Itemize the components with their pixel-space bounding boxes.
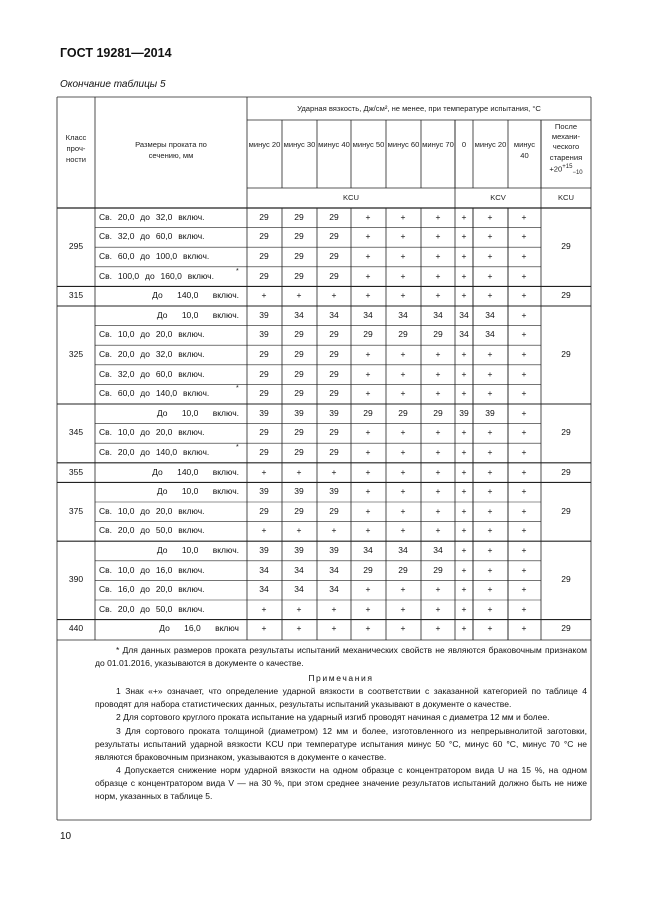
impact-value: + [365, 427, 371, 438]
impact-value: + [365, 603, 371, 614]
footnote: * Для данных размеров проката результаты испытаний механических свойств не являются браковочным признаком до 01.01.2016, указываются в документе о качестве. [95, 645, 587, 669]
impact-value: + [461, 505, 467, 516]
impact-value: + [400, 486, 406, 497]
impact-value: + [521, 211, 527, 222]
impact-value: + [435, 211, 441, 222]
impact-value: + [400, 525, 406, 536]
strength-class: 390 [68, 574, 84, 585]
impact-value: + [461, 525, 467, 536]
impact-value: + [331, 623, 337, 634]
impact-value: 29 [294, 251, 304, 261]
impact-value: + [461, 211, 467, 222]
impact-value: + [296, 623, 302, 634]
impact-value: 39 [459, 407, 469, 418]
impact-value: 34 [259, 564, 269, 575]
impact-value: + [461, 584, 467, 595]
impact-value: 34 [294, 564, 304, 575]
impact-value: 29 [259, 251, 269, 261]
column-header-impact: Ударная вязкость, Дж/см², не менее, при температуре испытания, °С [297, 104, 541, 113]
impact-value: + [261, 466, 267, 477]
impact-value: + [365, 368, 371, 379]
impact-value: + [461, 231, 467, 242]
impact-value: + [365, 505, 371, 516]
impact-value: + [461, 388, 467, 399]
size-range: До 10,0 включ. [156, 407, 239, 418]
impact-value: + [296, 466, 302, 477]
temperature-header: минус 70 [422, 140, 454, 149]
impact-value: + [521, 564, 527, 575]
impact-value: + [400, 290, 406, 301]
impact-value: + [487, 486, 493, 497]
impact-value: 29 [294, 368, 304, 379]
impact-value: + [261, 525, 267, 536]
impact-value: + [521, 545, 527, 555]
size-range: Св. 100,0 до 160,0 включ. [99, 270, 214, 281]
impact-value: + [365, 447, 371, 457]
impact-value: 29 [329, 368, 339, 379]
impact-value: + [521, 447, 527, 457]
impact-value: + [487, 290, 493, 301]
aging-value: 29 [561, 349, 571, 359]
impact-value: 34 [485, 309, 495, 320]
impact-value: 34 [294, 309, 304, 320]
table-notes [95, 644, 587, 803]
impact-value: 29 [259, 368, 269, 379]
strength-class: 315 [68, 290, 84, 301]
impact-value: 29 [259, 349, 269, 359]
impact-value: + [365, 211, 371, 222]
impact-value: + [261, 623, 267, 634]
impact-value: + [435, 368, 441, 379]
temperature-header: минус 30 [283, 140, 316, 149]
note-3: 3 Для сортового проката толщиной (диаметром) 12 мм и более, изготовленного из непрерывнолитой заготовки, результаты испытаний ударной вязкости KCU при температуре испытания минус 50 °С, минус 60 °С, минус 70 °С не являются браковочным признаком, указываются в документе о качестве. [95, 725, 587, 762]
impact-value: + [400, 603, 406, 614]
impact-value: + [365, 349, 371, 359]
size-range: Св. 20,0 до 140,0 включ. [99, 447, 210, 457]
impact-value: + [400, 505, 406, 516]
column-header-size: Размеры проката по сечению, мм [135, 140, 207, 160]
note-4: 4 Допускается снижение норм ударной вязкости на одном образце с концентратором вида U на 15 %, на одном образце с концентратором вида V — на 30 %, при этом среднее значение результатов испытаний должно быть не ниже норм, указанных в таблице 5. [95, 764, 587, 802]
impact-value: 29 [329, 231, 339, 242]
temperature-header: минус 60 [387, 140, 420, 149]
impact-value: 29 [294, 231, 304, 242]
specimen-type-kcu: KCU [342, 193, 360, 202]
impact-value: + [521, 349, 527, 359]
impact-value: + [461, 270, 467, 281]
impact-value: + [400, 270, 406, 281]
impact-value: 29 [294, 270, 304, 281]
impact-value: + [487, 603, 493, 614]
impact-value: + [487, 623, 493, 634]
strength-class: 355 [68, 466, 84, 477]
impact-value: 29 [329, 211, 339, 222]
impact-value: + [365, 270, 371, 281]
note-2: 2 Для сортового круглого проката испытание на ударный изгиб проводят начиная с диаметра 12 мм и более. [116, 712, 550, 723]
impact-value: + [461, 251, 467, 261]
impact-value: 39 [259, 486, 269, 497]
strength-class: 375 [68, 505, 84, 516]
impact-value: + [435, 270, 441, 281]
impact-value: + [331, 525, 337, 536]
impact-value: + [400, 368, 406, 379]
impact-value: 29 [294, 447, 304, 457]
impact-value: + [435, 427, 441, 438]
impact-value: 29 [329, 270, 339, 281]
impact-value: + [461, 486, 467, 497]
impact-value: + [487, 545, 493, 555]
impact-value: + [487, 368, 493, 379]
impact-value: 29 [398, 564, 408, 575]
table-continuation-caption: Окончание таблицы 5 [60, 79, 166, 90]
impact-value: 34 [329, 309, 339, 320]
impact-value: 34 [398, 545, 408, 555]
impact-value: 34 [459, 309, 469, 320]
impact-value: 39 [329, 407, 339, 418]
impact-value: 29 [259, 270, 269, 281]
aging-value: 29 [561, 427, 571, 438]
impact-value: 29 [259, 388, 269, 399]
impact-value: + [400, 584, 406, 595]
aging-tol-minus: −10 [572, 169, 583, 176]
impact-value: + [400, 231, 406, 242]
temperature-header: минус 20 [248, 140, 281, 149]
impact-value: + [487, 525, 493, 536]
impact-value: 29 [433, 407, 443, 418]
impact-value: + [487, 427, 493, 438]
impact-value: 39 [329, 545, 339, 555]
impact-value: + [400, 211, 406, 222]
size-range: Св. 60,0 до 140,0 включ. [99, 388, 210, 399]
size-range: До 140,0 включ. [152, 290, 239, 301]
specimen-type-kcv: KCV [490, 193, 506, 202]
impact-value: + [400, 447, 406, 457]
size-range: Св. 16,0 до 20,0 включ. [99, 584, 205, 595]
impact-value: + [435, 447, 441, 457]
impact-value: + [365, 290, 371, 301]
size-range: До 10,0 включ. [156, 545, 239, 555]
impact-value: 39 [485, 407, 495, 418]
impact-value: + [521, 329, 527, 340]
size-range: Св. 10,0 до 20,0 включ. [99, 505, 205, 516]
impact-value: 29 [433, 329, 443, 340]
document-code: ГОСТ 19281—2014 [60, 46, 172, 60]
impact-value: + [521, 407, 527, 418]
size-range: До 10,0 включ. [156, 309, 239, 320]
note-1: 1 Знак «+» означает, что определение ударной вязкости в соответствии с заказанной категорией по таблице 4 проводят для набора статистических данных, результаты испытаний указывают в документе о качестве. [95, 686, 587, 710]
impact-value: 29 [294, 388, 304, 399]
impact-value: + [461, 368, 467, 379]
impact-value: + [365, 251, 371, 261]
impact-value: + [487, 388, 493, 399]
size-range: Св. 20,0 до 50,0 включ. [99, 603, 205, 614]
temperature-header: минус 50 [352, 140, 385, 149]
strength-class: 345 [68, 427, 84, 438]
impact-value: 39 [294, 407, 304, 418]
column-header-aging [543, 122, 589, 177]
impact-value: + [487, 564, 493, 575]
impact-value: + [400, 388, 406, 399]
impact-value: 29 [259, 231, 269, 242]
impact-value: + [435, 349, 441, 359]
size-range: Св. 20,0 до 32,0 включ. [99, 349, 205, 359]
size-range: Св. 32,0 до 60,0 включ. [99, 368, 205, 379]
impact-value: 39 [259, 407, 269, 418]
impact-value: 29 [329, 427, 339, 438]
impact-value: 29 [363, 407, 373, 418]
impact-value: + [461, 466, 467, 477]
impact-value: + [435, 505, 441, 516]
impact-value: + [400, 466, 406, 477]
size-range: До 10,0 включ. [156, 486, 239, 497]
impact-value: 34 [259, 584, 269, 595]
footnote-mark: * [236, 267, 239, 275]
impact-value: + [365, 525, 371, 536]
impact-value: + [435, 525, 441, 536]
impact-value: + [461, 564, 467, 575]
impact-value: + [261, 290, 267, 301]
size-range: До 16,0 включ [159, 623, 239, 634]
impact-value: + [461, 447, 467, 457]
impact-value: + [521, 270, 527, 281]
impact-value: 29 [329, 505, 339, 516]
impact-value: + [521, 623, 527, 634]
impact-value: 29 [294, 329, 304, 340]
impact-value: + [521, 309, 527, 320]
strength-class: 325 [68, 349, 84, 359]
impact-value: 34 [433, 309, 443, 320]
impact-value: + [521, 466, 527, 477]
size-range: Св. 32,0 до 60,0 включ. [99, 231, 205, 242]
impact-value: + [365, 466, 371, 477]
impact-value: + [487, 349, 493, 359]
impact-value: + [521, 251, 527, 261]
impact-value: 39 [259, 309, 269, 320]
impact-value: + [435, 466, 441, 477]
impact-value: + [487, 251, 493, 261]
impact-value: + [296, 603, 302, 614]
impact-value: + [296, 290, 302, 301]
impact-value: 29 [329, 388, 339, 399]
impact-value: + [487, 584, 493, 595]
impact-value: + [365, 486, 371, 497]
size-range: Св. 10,0 до 16,0 включ. [99, 564, 205, 575]
temperature-header: минус 20 [474, 140, 507, 149]
impact-value: + [521, 505, 527, 516]
impact-value: + [521, 525, 527, 536]
impact-value: + [331, 466, 337, 477]
impact-value: + [435, 623, 441, 634]
aging-value: 29 [561, 623, 571, 634]
impact-value: + [461, 545, 467, 555]
impact-value: + [400, 427, 406, 438]
impact-value: 29 [398, 329, 408, 340]
temperature-header: минус 40 [513, 140, 536, 160]
impact-value: 34 [294, 584, 304, 595]
impact-value: + [461, 603, 467, 614]
notes-title: Примечания [308, 673, 374, 684]
impact-value: + [487, 466, 493, 477]
impact-value: 29 [398, 407, 408, 418]
impact-value: + [400, 623, 406, 634]
impact-value: + [365, 231, 371, 242]
impact-value: + [461, 623, 467, 634]
impact-value: + [365, 584, 371, 595]
temperature-header: 0 [461, 140, 467, 149]
impact-value: + [435, 486, 441, 497]
impact-value: 29 [294, 427, 304, 438]
aging-text: После механи-ческого старения +20 [549, 122, 583, 174]
impact-value: 29 [259, 447, 269, 457]
impact-value: + [487, 505, 493, 516]
strength-class: 295 [68, 241, 84, 252]
impact-value: 29 [294, 349, 304, 359]
impact-value: 34 [398, 309, 408, 320]
impact-value: 34 [329, 584, 339, 595]
impact-value: 29 [259, 427, 269, 438]
size-range: До 140,0 включ. [152, 466, 239, 477]
impact-value: + [487, 447, 493, 457]
impact-value: 29 [294, 505, 304, 516]
impact-value: + [400, 349, 406, 359]
aging-value: 29 [561, 241, 571, 252]
impact-value: 29 [329, 251, 339, 261]
impact-value: + [296, 525, 302, 536]
size-range: Св. 20,0 до 50,0 включ. [99, 525, 205, 536]
impact-value: + [435, 251, 441, 261]
impact-value: + [365, 623, 371, 634]
aging-tol-plus: +15 [562, 163, 573, 170]
impact-value: 39 [259, 329, 269, 340]
impact-value: + [521, 427, 527, 438]
impact-value: 39 [294, 545, 304, 555]
impact-value: + [521, 388, 527, 399]
impact-value: + [461, 349, 467, 359]
footnote-mark: * [236, 385, 239, 393]
impact-value: 34 [485, 329, 495, 340]
impact-value: 29 [294, 211, 304, 222]
impact-value: + [331, 290, 337, 301]
size-range: Св. 60,0 до 100,0 включ. [99, 251, 210, 261]
impact-value: 39 [259, 545, 269, 555]
impact-value: + [461, 427, 467, 438]
temperature-header: минус 40 [318, 140, 350, 149]
impact-value: 29 [433, 564, 443, 575]
impact-value: 34 [433, 545, 443, 555]
impact-value: 34 [363, 309, 373, 320]
impact-value: 29 [329, 329, 339, 340]
impact-value: + [400, 251, 406, 261]
specimen-type-kcu: KCU [557, 193, 575, 202]
impact-value: 29 [363, 329, 373, 340]
impact-value: + [521, 231, 527, 242]
impact-value: + [521, 603, 527, 614]
impact-value: 29 [329, 349, 339, 359]
size-range: Св. 10,0 до 20,0 включ. [99, 329, 205, 340]
impact-value: + [521, 584, 527, 595]
impact-value: + [435, 290, 441, 301]
impact-value: + [435, 231, 441, 242]
size-range: Св. 20,0 до 32,0 включ. [99, 211, 205, 222]
aging-value: 29 [561, 290, 571, 301]
impact-value: 34 [329, 564, 339, 575]
impact-value: 39 [329, 486, 339, 497]
column-header-class: Класс проч-ности [65, 133, 87, 164]
impact-value: + [487, 211, 493, 222]
impact-value: + [521, 486, 527, 497]
strength-class: 440 [68, 623, 84, 634]
impact-value: 29 [259, 211, 269, 222]
impact-value: + [435, 388, 441, 399]
impact-value: + [435, 584, 441, 595]
impact-value: + [435, 603, 441, 614]
aging-value: 29 [561, 466, 571, 477]
aging-value: 29 [561, 574, 571, 585]
impact-value: + [521, 290, 527, 301]
impact-value: 29 [329, 447, 339, 457]
impact-value: + [521, 368, 527, 379]
page-number: 10 [60, 831, 72, 842]
footnote-mark: * [236, 444, 239, 451]
impact-value: 34 [459, 329, 469, 340]
impact-value: + [365, 388, 371, 399]
size-range: Св. 10,0 до 20,0 включ. [99, 427, 205, 438]
impact-value: + [487, 270, 493, 281]
aging-value: 29 [561, 505, 571, 516]
impact-value: 29 [363, 564, 373, 575]
impact-value: + [261, 603, 267, 614]
impact-value: 29 [259, 505, 269, 516]
impact-value: 34 [363, 545, 373, 555]
impact-value: + [331, 603, 337, 614]
impact-value: + [487, 231, 493, 242]
impact-value: 39 [294, 486, 304, 497]
impact-value: + [461, 290, 467, 301]
